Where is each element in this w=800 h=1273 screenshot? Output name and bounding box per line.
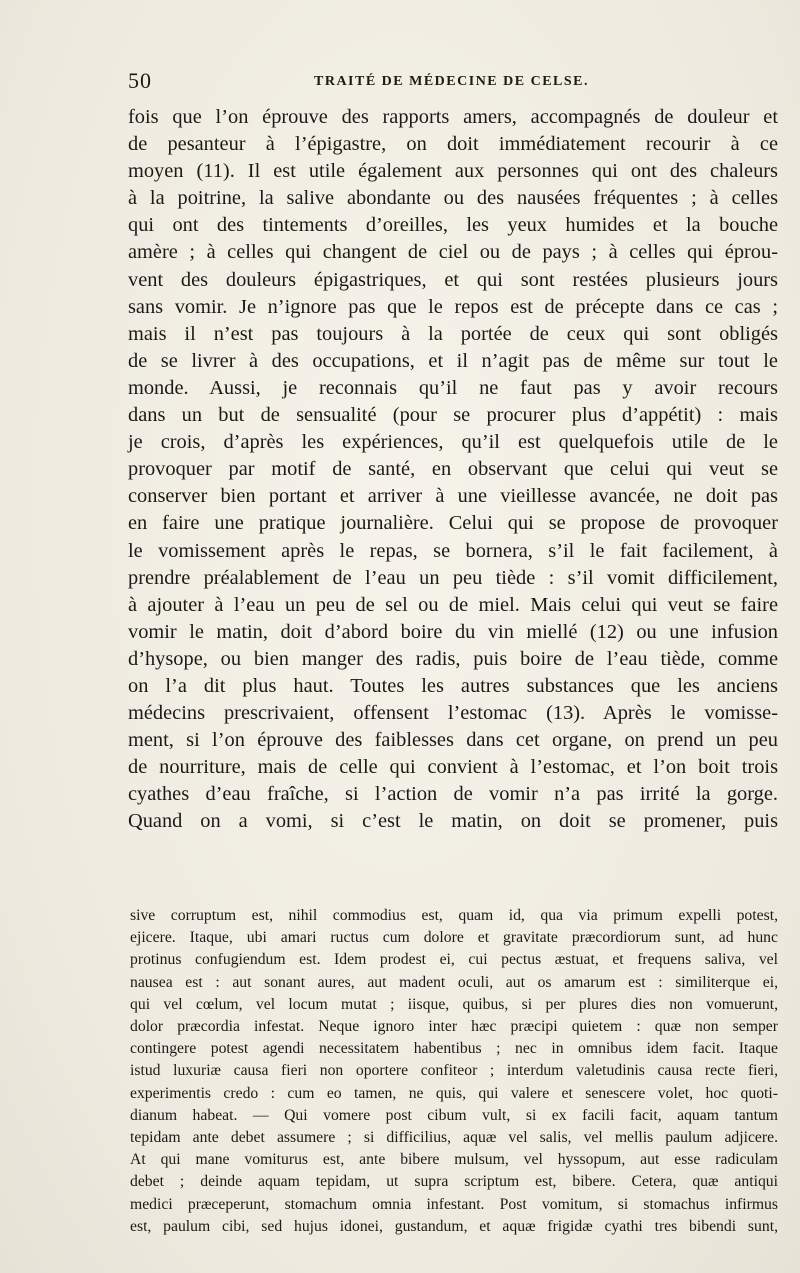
running-title: TRAITÉ DE MÉDECINE DE CELSE. [314, 74, 589, 89]
footnote-line: dianum habeat. — Qui vomere post cibum vult, si ex facili facit, aquam tantum [130, 1106, 778, 1124]
footnote-line: istud luxuriæ causa fieri non oportere confiteor ; interdum valetudinis causa recte fieri, [130, 1062, 778, 1080]
page-number: 50 [128, 68, 152, 93]
footnote-line: medici præceperunt, stomachum omnia infestant. Post vomitum, si stomachus infirmus [130, 1195, 778, 1213]
main-text-line: cyathes d’eau fraîche, si l’action de vomir n’a pas irrité la gorge. [128, 783, 778, 806]
main-text-line: Quand on a vomi, si c’est le matin, on doit se promener, puis [128, 810, 778, 833]
main-text-line: fois que l’on éprouve des rapports amers, accompagnés de douleur et [128, 106, 778, 128]
footnote-line: ejicere. Itaque, ubi amari ructus cum dolore et gravitate præcordiorum sunt, ad hunc [130, 929, 778, 947]
main-text-line: sans vomir. Je n’ignore pas que le repos est de précepte dans ce cas ; [128, 295, 778, 318]
footnote-line: dolor præcordia infestat. Neque ignoro inter hæc præcipi quietem : quæ non semper [130, 1018, 778, 1036]
main-text-line: conserver bien portant et arriver à une vieillesse avancée, ne doit pas [128, 485, 778, 508]
main-text-line: ment, si l’on éprouve des faiblesses dans cet organe, on prend un peu [128, 729, 778, 752]
latin-footnote-block [130, 905, 778, 1238]
main-text-line: à la poitrine, la salive abondante ou des nausées fréquentes ; à celles [128, 187, 778, 210]
footnote-line: debet ; deinde aquam tepidam, ut supra scriptum est, bibere. Cetera, quæ antiqui [130, 1173, 778, 1191]
main-text-line: vomir le matin, doit d’abord boire du vin miellé (12) ou une infusion [128, 620, 778, 643]
main-text-line: dans un but de sensualité (pour se procurer plus d’appétit) : mais [128, 404, 778, 427]
main-text-line: de pesanteur à l’épigastre, on doit immédiatement recourir à ce [128, 133, 778, 156]
main-text-line: à ajouter à l’eau un peu de sel ou de miel. Mais celui qui veut se faire [128, 593, 778, 616]
main-text-line: prendre préalablement de l’eau un peu tiède : s’il vomit difficilement, [128, 566, 778, 589]
main-text-line: provoquer par motif de santé, en observant que celui qui veut se [128, 458, 778, 481]
footnote-line: At qui mane vomiturus est, ante bibere mulsum, vel hyssopum, aut esse radiculam [130, 1151, 778, 1169]
footnote-line: protinus confugiendum est. Idem prodest ei, cui pectus æstuat, et frequens saliva, vel [130, 951, 778, 969]
main-text-line: amère ; à celles qui changent de ciel ou de pays ; à celles qui éprou- [128, 241, 778, 264]
main-text-line: monde. Aussi, je reconnais qu’il ne faut pas y avoir recours [128, 376, 778, 399]
main-text-line: de nourriture, mais de celle qui convient à l’estomac, et l’on boit trois [128, 756, 778, 779]
main-text-line: vent des douleurs épigastriques, et qui sont restées plusieurs jours [128, 268, 778, 291]
footnote-line: qui vel cœlum, vel locum mutat ; iisque, quibus, si per plures dies non vomuerunt, [130, 995, 778, 1013]
footnote-line: experimentis credo : cum eo tamen, ne quis, qui valere et senescere volet, hoc quoti- [130, 1084, 778, 1102]
main-text-line: de se livrer à des occupations, et il n’agit pas de même sur tout le [128, 349, 778, 372]
main-text-block [128, 104, 778, 836]
main-text-line: d’hysope, ou bien manger des radis, puis boire de l’eau tiède, comme [128, 647, 778, 670]
footnote-line: sive corruptum est, nihil commodius est, quam id, qua via primum expelli potest, [130, 907, 778, 924]
main-text-line: moyen (11). Il est utile également aux personnes qui ont des chaleurs [128, 160, 778, 183]
main-text-line: en faire une pratique journalière. Celui qui se propose de provoquer [128, 512, 778, 535]
main-text-line: le vomissement après le repas, se bornera, s’il le fait facilement, à [128, 539, 778, 562]
main-text-line: mais il n’est pas toujours à la portée de ceux qui sont obligés [128, 322, 778, 345]
main-text-line: qui ont des tintements d’oreilles, les yeux humides et la bouche [128, 214, 778, 237]
footnote-line: nausea est : aut sonant aures, aut madent oculi, aut os amarum est : similiterque ei, [130, 973, 778, 991]
main-text-line: médecins prescrivaient, offensent l’estomac (13). Après le vomisse- [128, 702, 778, 725]
page-header [128, 68, 788, 98]
footnote-line: est, paulum cibi, sed hujus idonei, gustandum, et aquæ frigidæ cyathi tres bibendi sunt, [130, 1217, 778, 1235]
footnote-line: tepidam ante debet assumere ; si difficilius, aquæ vel salis, vel mellis paulum adjicere. [130, 1129, 778, 1147]
main-text-line: je crois, d’après les expériences, qu’il est quelquefois utile de le [128, 431, 778, 454]
footnote-line: contingere potest agendi necessitatem habentibus ; nec in omnibus idem facit. Itaque [130, 1040, 778, 1058]
main-text-line: on l’a dit plus haut. Toutes les autres substances que les anciens [128, 674, 778, 697]
